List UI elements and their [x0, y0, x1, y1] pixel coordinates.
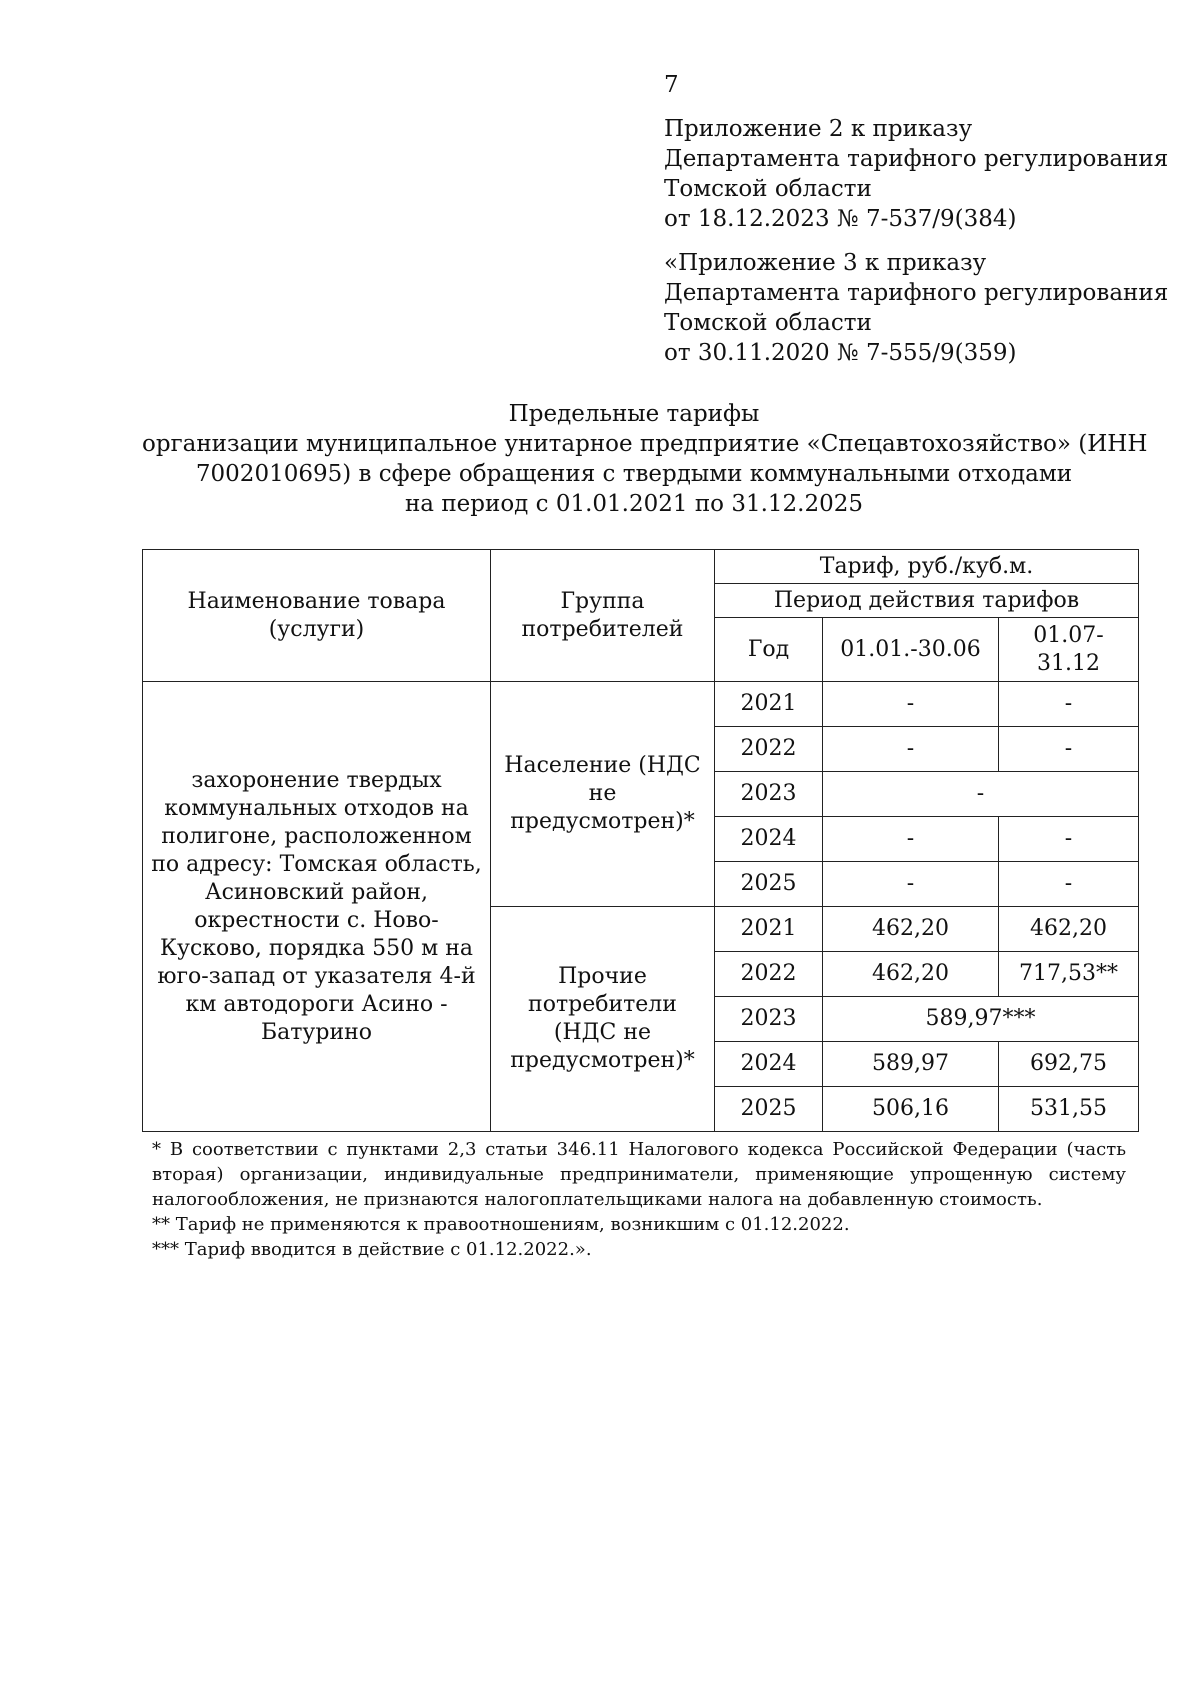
tariff-second-half: -: [999, 862, 1139, 907]
tariff-first-half: -: [823, 682, 999, 727]
tariff-table: [142, 549, 1139, 1132]
document-title: [142, 399, 1148, 519]
footnote-vat: * В соответствии с пунктами 2,3 статьи 346.11 Налогового кодекса Российской Федерации (часть вторая) организации, индивидуальные предприниматели, применяющие упрощенную систему налогообложения, не признаются налогоплательщиками налога на добавленную стоимость.: [152, 1139, 1126, 1210]
year-cell: 2025: [715, 1087, 823, 1132]
tariff-second-half: 692,75: [999, 1042, 1139, 1087]
page-number: 7: [664, 72, 679, 98]
tariff-full-year: -: [823, 772, 1139, 817]
header-second-half: 01.07-31.12: [999, 618, 1139, 682]
appendix-line: Департамента тарифного регулирования: [664, 146, 1169, 172]
consumer-group-other: Прочие потребители (НДС не предусмотрен)*: [491, 907, 715, 1132]
tariff-full-year: 589,97***: [823, 997, 1139, 1042]
year-cell: 2022: [715, 727, 823, 772]
year-cell: 2024: [715, 1042, 823, 1087]
footnote-tariff-not-applied: ** Тариф не применяются к правоотношениям, возникшим с 01.12.2022.: [152, 1214, 850, 1235]
year-cell: 2025: [715, 862, 823, 907]
appendix-line: Томской области: [664, 310, 872, 336]
tariff-second-half: -: [999, 817, 1139, 862]
year-cell: 2024: [715, 817, 823, 862]
header-first-half: 01.01.-30.06: [823, 618, 999, 682]
year-cell: 2022: [715, 952, 823, 997]
tariff-second-half: -: [999, 727, 1139, 772]
footnotes: [152, 1137, 1126, 1262]
appendix-line: Департамента тарифного регулирования: [664, 280, 1169, 306]
header-row: [143, 550, 1139, 584]
tariff-second-half: 717,53**: [999, 952, 1139, 997]
year-cell: 2023: [715, 997, 823, 1042]
header-service-name: Наименование товара (услуги): [143, 550, 491, 682]
header-tariff: Тариф, руб./куб.м.: [715, 550, 1139, 584]
appendix-current-reference: [664, 114, 1168, 234]
tariff-second-half: -: [999, 682, 1139, 727]
header-year: Год: [715, 618, 823, 682]
tariff-first-half: 462,20: [823, 907, 999, 952]
title-line: Предельные тарифы: [508, 401, 760, 427]
table-row: [143, 682, 1139, 727]
consumer-group-population: Население (НДС не предусмотрен)*: [491, 682, 715, 907]
year-cell: 2023: [715, 772, 823, 817]
header-consumer-group: Группа потребителей: [491, 550, 715, 682]
year-cell: 2021: [715, 907, 823, 952]
tariff-second-half: 531,55: [999, 1087, 1139, 1132]
appendix-line: от 30.11.2020 № 7-555/9(359): [664, 340, 1017, 366]
tariff-first-half: -: [823, 817, 999, 862]
tariff-first-half: -: [823, 727, 999, 772]
appendix-line: Приложение 2 к приказу: [664, 116, 973, 142]
tariff-second-half: 462,20: [999, 907, 1139, 952]
title-line: на период с 01.01.2021 по 31.12.2025: [404, 491, 864, 517]
tariff-first-half: 462,20: [823, 952, 999, 997]
appendix-line: Томской области: [664, 176, 872, 202]
tariff-first-half: 506,16: [823, 1087, 999, 1132]
title-line: организации муниципальное унитарное предприятие «Спецавтохозяйство» (ИНН: [142, 431, 1148, 457]
footnote-tariff-effective: *** Тариф вводится в действие с 01.12.2022.».: [152, 1239, 592, 1260]
service-description: захоронение твердых коммунальных отходов на полигоне, расположенном по адресу: Томская область, Асиновский район, окрестности с. Ново-Кусково, порядка 550 м на юго-запад от указателя 4-й км автодороги Асино - Батурино: [143, 682, 491, 1132]
appendix-original-reference: [664, 248, 1168, 368]
appendix-line: «Приложение 3 к приказу: [664, 250, 987, 276]
year-cell: 2021: [715, 682, 823, 727]
title-line: 7002010695) в сфере обращения с твердыми коммунальными отходами: [195, 461, 1073, 487]
appendix-line: от 18.12.2023 № 7-537/9(384): [664, 206, 1017, 232]
tariff-first-half: -: [823, 862, 999, 907]
tariff-first-half: 589,97: [823, 1042, 999, 1087]
header-period: Период действия тарифов: [715, 584, 1139, 618]
